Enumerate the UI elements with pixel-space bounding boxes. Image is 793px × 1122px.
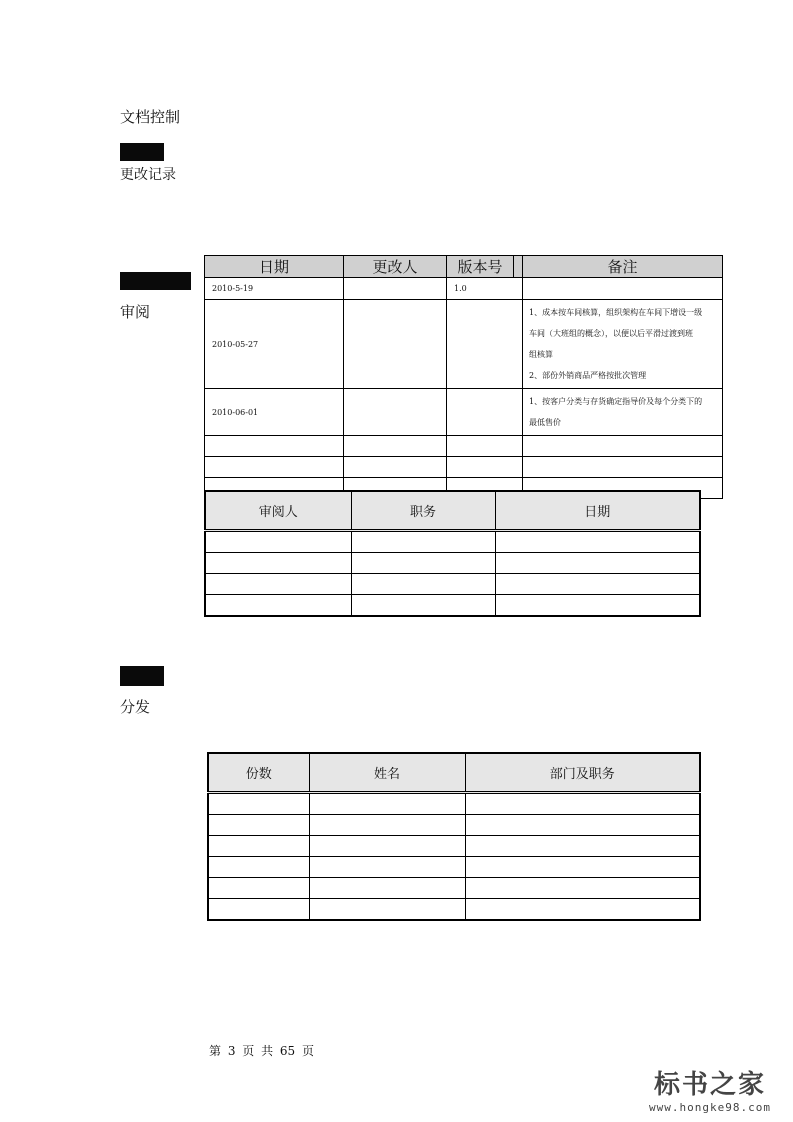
note-line: 最低售价: [529, 418, 561, 427]
note-line: 组核算: [529, 350, 553, 359]
change-log-heading: 更改记录: [120, 167, 176, 183]
table-row: [205, 278, 723, 300]
watermark: [640, 1064, 780, 1114]
watermark-url: www.hongke98.com: [649, 1101, 771, 1114]
changer-cell: [344, 300, 447, 389]
column-header: 版本号: [447, 256, 523, 278]
table-row: [205, 574, 700, 595]
table-row: [205, 595, 700, 617]
table-row: [205, 389, 723, 436]
date-cell: 2010-5-19: [205, 278, 344, 300]
changer-cell: [344, 389, 447, 436]
watermark-title: 标书之家: [653, 1070, 766, 1100]
table-row: [208, 793, 700, 815]
table-header-row: [208, 753, 700, 793]
table-row: [205, 436, 723, 457]
redacted-bar: [120, 143, 164, 161]
table-row: [208, 878, 700, 899]
version-cell: [447, 300, 523, 389]
review-table: [204, 490, 701, 617]
column-header: 姓名: [309, 753, 465, 793]
table-row: [205, 531, 700, 553]
redacted-bar: [120, 272, 191, 290]
table-row: [208, 857, 700, 878]
table-row: [208, 899, 700, 921]
table-header-row: [205, 491, 700, 531]
distribution-table: [207, 752, 701, 921]
note-cell: [523, 389, 723, 436]
column-header: 日期: [495, 491, 700, 531]
note-line: 2、部份外销商品严格按批次管理: [529, 371, 647, 380]
note-line: 1、成本按车间核算，组织架构在车间下增设一级: [529, 308, 703, 317]
column-header: 职务: [351, 491, 495, 531]
column-header: 审阅人: [205, 491, 351, 531]
column-header: 备注: [523, 256, 723, 278]
version-cell: [447, 389, 523, 436]
change-log-table: [204, 255, 723, 499]
doc-control-title: 文档控制: [120, 108, 181, 126]
note-cell: [523, 300, 723, 389]
changer-cell: [344, 278, 447, 300]
column-header: 部门及职务: [465, 753, 700, 793]
date-cell: 2010-06-01: [205, 389, 344, 436]
note-cell: [523, 278, 723, 300]
table-row: [208, 815, 700, 836]
column-header: 更改人: [344, 256, 447, 278]
table-row: [205, 457, 723, 478]
column-header: 份数: [208, 753, 309, 793]
note-line: 1、按客户分类与存货确定指导价及每个分类下的: [529, 397, 703, 406]
column-header: 日期: [205, 256, 344, 278]
table-header-row: [205, 256, 723, 278]
table-row: [208, 836, 700, 857]
note-line: 车间（大班组的概念），以便以后平滑过渡到班: [529, 329, 693, 338]
redacted-bar: [120, 666, 164, 686]
review-heading: 审阅: [120, 303, 151, 321]
version-cell: 1.0: [447, 278, 523, 300]
distribution-heading: 分发: [120, 698, 151, 716]
table-row: [205, 553, 700, 574]
page-number: 第 3 页 共 65 页: [209, 1044, 314, 1058]
table-row: [205, 300, 723, 389]
date-cell: 2010-05-27: [205, 300, 344, 389]
